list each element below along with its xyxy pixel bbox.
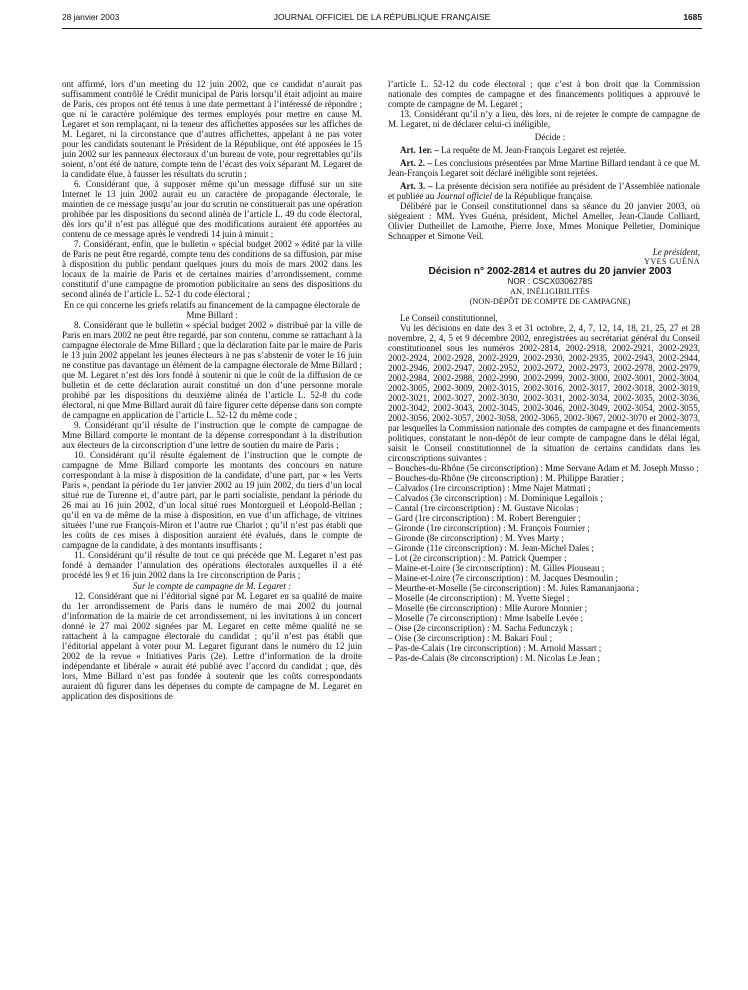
conseil-line: Le Conseil constitutionnel, (400, 313, 498, 323)
section-heading-compte: Sur le compte de campagne de M. Legaret : (132, 581, 292, 591)
list-item: – Gironde (8e circonscription) : M. Yves Marty ; (388, 533, 700, 543)
paragraph-13: 13. Considérant qu’il n’y a lieu, dès lors, ni de rejeter le compte de campagne de M. Legaret, ni de déclarer celui-ci inéligible, (388, 109, 700, 129)
paragraph-6: 6. Considérant que, à supposer même qu’un message diffusé sur un site Internet le 13 juin 2002 aurait eu un caractère de propagande électorale, le maintien de ce message jusqu’au jour du scrutin ne constituerait pas une opération prohibée par les dispositions du second alinéa de l’article L. 49 du code électoral, dès lors qu’il n’est pas allégué que des modifications auraient été apportées au contenu de ce message après le vendredi 14 juin à minuit ; (62, 179, 362, 239)
paragraph-9: 9. Considérant qu’il résulte de l’instruction que le compte de campagne de Mme Billard comporte le montant de la dépense correspondant à la distribution aux électeurs de la circonscription d’une lettre de soutien du maire de Paris ; (62, 420, 362, 450)
list-item: – Bouches-du-Rhône (9e circonscription) : M. Philippe Baratier ; (388, 473, 700, 483)
delibere-paragraph: Délibéré par le Conseil constitutionnel dans sa séance du 20 janvier 2003, où siégeaient : MM. Yves Guéna, président, Michel Ameller, Jean-Claude Colliard, Olivier Dutheillet de Lamothe, Pierre Joxe, Mmes Monique Pelletier, Dominique Schnapper et Simone Veil. (388, 201, 700, 241)
list-item: – Gard (1re circonscription) : M. Robert Berenguier ; (388, 513, 700, 523)
article-1-label: Art. 1er. – (400, 145, 439, 155)
article-2-text: Les conclusions présentées par Mme Martine Billard tendant à ce que M. Jean-François Legaret soit déclaré inéligible sont rejetées. (388, 158, 700, 178)
vu-paragraph: Vu les décisions en date des 3 et 31 octobre, 2, 4, 7, 12, 14, 18, 21, 25, 27 et 28 novembre, 2, 4, 5 et 9 décembre 2002, enregistrées au secrétariat général du Conseil constitutionnel sous les numéros 2002-2814, 2002-2918, 2002-2921, 2002-2923, 2002-2924, 2002-2928, 2002-2929, 2002-2930, 2002-2935, 2002-2943, 2002-2944, 2002-2946, 2002-2947, 2002-2952, 2002-2972, 2002-2973, 2002-2978, 2002-2979, 2002-2984, 2002-2988, 2002-2990, 2002-2999, 2002-3000, 2002-3001, 2002-3004, 2002-3005, 2002-3009, 2002-3015, 2002-3016, 2002-3017, 2002-3018, 2002-3019, 2002-3021, 2002-3027, 2002-3030, 2002-3031, 2002-3034, 2002-3035, 2002-3036, 2002-3042, 2002-3043, 2002-3045, 2002-3046, 2002-3049, 2002-3054, 2002-3055, 2002-3056, 2002-3057, 2002-3058, 2002-3065, 2002-3067, 2002-3070 et 2002-3073, par lesquelles la Commission nationale des comptes de campagne et des financements politiques, constatant le non-dépôt de leur compte de campagne dans le délai légal, saisit le Conseil constitutionnel de la situation de certains candidats dans les circonscriptions suivantes : (388, 323, 700, 463)
list-item: – Maine-et-Loire (3e circonscription) : M. Gilles Plouseau ; (388, 563, 700, 573)
list-item: – Gironde (11e circonscription) : M. Jean-Michel Dales ; (388, 543, 700, 553)
header-date: 28 janvier 2003 (62, 12, 120, 22)
list-item: – Cantal (1re circonscription) : M. Gustave Nicolas ; (388, 503, 700, 513)
paragraph-11: 11. Considérant qu’il résulte de tout ce qui précède que M. Legaret n’est pas fondé à demander l’annulation des opérations électorales auxquelles il a été procédé les 9 et 16 juin 2002 dans la 1re circonscription de Paris ; (62, 550, 362, 580)
list-item: – Calvados (1re circonscription) : Mme Najet Matmati ; (388, 483, 700, 493)
an-subtitle: (NON-DÉPÔT DE COMPTE DE CAMPAGNE) (469, 297, 631, 306)
list-item: – Oise (2e circonscription) : M. Sacha Fedunczyk ; (388, 623, 700, 633)
article-1-text: La requête de M. Jean-François Legaret est rejetée. (438, 145, 627, 155)
decide-heading: Décide : (534, 132, 566, 142)
paragraph-continued-right: l’article L. 52-12 du code électoral ; que c’est à bon droit que la Commission nationale des comptes de campagne et des financements politiques a approuvé le compte de campagne de M. Legaret ; (388, 79, 700, 109)
article-1 (388, 145, 700, 155)
right-column (388, 79, 700, 663)
signature-name: YVES GUÉNA (644, 257, 700, 266)
paragraph-continued: ont affirmé, lors d’un meeting du 12 juin 2002, que ce candidat n’aurait pas suffisamment contrôlé le Crédit municipal de Paris lorsqu’il était adjoint au maire de Paris, ces propos ont été tenus à une date permettant à l’intéressé de répondre ; que ni le caractère polémique des termes employés pour mettre en cause M. Legaret et son remplaçant, ni la teneur des affichettes apposées sur les affiches de M. Legaret, ni la circonstance que d’autres affichettes, appelant à ne pas voter pour les candidats soutenant le Président de la République, ont été apposées le 15 juin 2002 sur les panneaux électoraux d’un bureau de vote, pour regrettables qu’ils soient, n’ont été de nature, compte tenu de l’écart des voix séparant M. Legaret de la candidate élue, à fausser les résultats du scrutin ; (62, 79, 362, 179)
decision-title: Décision n° 2002-2814 et autres du 20 janvier 2003 (428, 266, 672, 277)
list-item: – Moselle (6e circonscription) : Mlle Aurore Monnier ; (388, 603, 700, 613)
list-item: – Moselle (4e circonscription) : M. Yvette Siegel ; (388, 593, 700, 603)
list-item: – Meurthe-et-Moselle (5e circonscription) : M. Jules Ramananjaona ; (388, 583, 700, 593)
article-3-text-b: de la République française. (492, 191, 593, 201)
list-item: – Maine-et-Loire (7e circonscription) : M. Jacques Desmoulin ; (388, 573, 700, 583)
list-item: – Calvados (3e circonscription) : M. Dominique Legallois ; (388, 493, 700, 503)
article-3-text-a: La présente décision sera notifiée au président de l’Assemblée nationale et publiée au (388, 181, 701, 201)
left-column (62, 79, 362, 701)
article-3-label: Art. 3. – (400, 181, 433, 191)
an-title: AN, INÉLIGIBILITÉS (510, 287, 590, 296)
list-item: – Pas-de-Calais (1re circonscription) : M. Arnold Massart ; (388, 643, 700, 653)
circonscription-list (388, 463, 700, 663)
journal-officiel-italic: Journal officiel (436, 191, 493, 201)
header-rule (62, 28, 702, 29)
paragraph-7: 7. Considérant, enfin, que le bulletin « spécial budget 2002 » édité par la ville de Paris ne peut être regardé, compte tenu des conditions de sa diffusion, par mise à disposition du public pendant quelques jours du mois de mars 2002 dans les locaux de la mairie de Paris et de certaines mairies d’arrondissement, comme constitutif d’une campagne de promotion publicitaire au sens des dispositions du second alinéa de l’article L. 52-1 du code électoral ; (62, 239, 362, 299)
journal-title: JOURNAL OFFICIEL DE LA RÉPUBLIQUE FRANÇAISE (273, 12, 491, 22)
nor-reference: NOR : CSCX0306278S (507, 277, 593, 286)
article-2-label: Art. 2. – (400, 158, 432, 168)
list-item: – Bouches-du-Rhône (5e circonscription) : Mme Servane Adam et M. Joseph Musso ; (388, 463, 700, 473)
section-heading-financement: En ce qui concerne les griefs relatifs au financement de la campagne électorale de Mme Billard : (63, 300, 361, 320)
paragraph-10: 10. Considérant qu’il résulte également de l’instruction que le compte de campagne de Mme Billard comporte les montants des concours en nature correspondant à la mise à disposition de la candidate, d’une part, par « les Verts Paris », pendant la période du 1er janvier 2002 au 19 juin 2002, du tiers d’un local situé rue de Turenne et, d’autre part, par le parti socialiste, pendant la période du 26 mai au 16 juin 2002, d’un local situé rues Montorgueil et Léopold-Bellan ; qu’il en va de même de la mise à disposition, en vue d’un affichage, de vitrines situées l’une rue François-Miron et l’autre rue Charlot ; qu’il n’est pas établi que les coûts de ces mises à disposition auraient été évalués, dans le compte de campagne de la candidate, à des montants insuffisants ; (62, 450, 362, 550)
paragraph-8: 8. Considérant que le bulletin « spécial budget 2002 » distribué par la ville de Paris en mars 2002 ne peut être regardé, par son contenu, comme se rattachant à la campagne électorale de Mme Billard ; que la déclaration faite par le maire de Paris le 13 juin 2002 appelant les jeunes électeurs à ne pas s’abstenir de voter le 16 juin ne constitue pas davantage un élément de la campagne électorale de Mme Billard ; que M. Legaret n’est dès lors fondé à soutenir ni que le coût de la diffusion de ce bulletin et de cette déclaration aurait constitué un don d’une personne morale prohibé par les dispositions du deuxième alinéa de l’article L. 52-8 du code électoral, ni que Mme Billard aurait dû faire figurer cette dépense dans son compte de campagne en application de l’article L. 52-12 du même code ; (62, 320, 362, 420)
page-number: 1685 (683, 12, 702, 22)
paragraph-12: 12. Considérant que ni l’éditorial signé par M. Legaret en sa qualité de maire du 1er arrondissement de Paris dans le numéro de mai 2002 du journal d’information de la mairie de cet arrondissement, ni les invitations à un concert donné le 27 mai 2002 signées par M. Legaret en cette même qualité ne se rattachent à la campagne électorale du candidat ; qu’il n’est pas établi que l’éditorial appelant à voter pour M. Legaret figurant dans le numéro du 12 juin 2002 de la revue « Initiatives Paris (2e). Lettre d’information de la droite indépendante et libérale » aurait été publié avec l’accord du candidat ; que, dès lors, Mme Billard n’est pas fondée à soutenir que les coûts correspondants auraient dû figurer dans les dépenses du compte de campagne de M. Legaret en application des dispositions de (62, 591, 362, 701)
list-item: – Oise (3e circonscription) : M. Bakari Foul ; (388, 633, 700, 643)
article-2 (388, 158, 700, 178)
page-header (62, 12, 702, 26)
list-item: – Pas-de-Calais (8e circonscription) : M. Nicolas Le Jean ; (388, 653, 700, 663)
article-3 (388, 181, 700, 201)
list-item: – Gironde (1re circonscription) : M. François Fournier ; (388, 523, 700, 533)
list-item: – Moselle (7e circonscription) : Mme Isabelle Levée ; (388, 613, 700, 623)
list-item: – Lot (2e circonscription) : M. Patrick Quemper ; (388, 553, 700, 563)
signature-title: Le président, (652, 247, 700, 257)
